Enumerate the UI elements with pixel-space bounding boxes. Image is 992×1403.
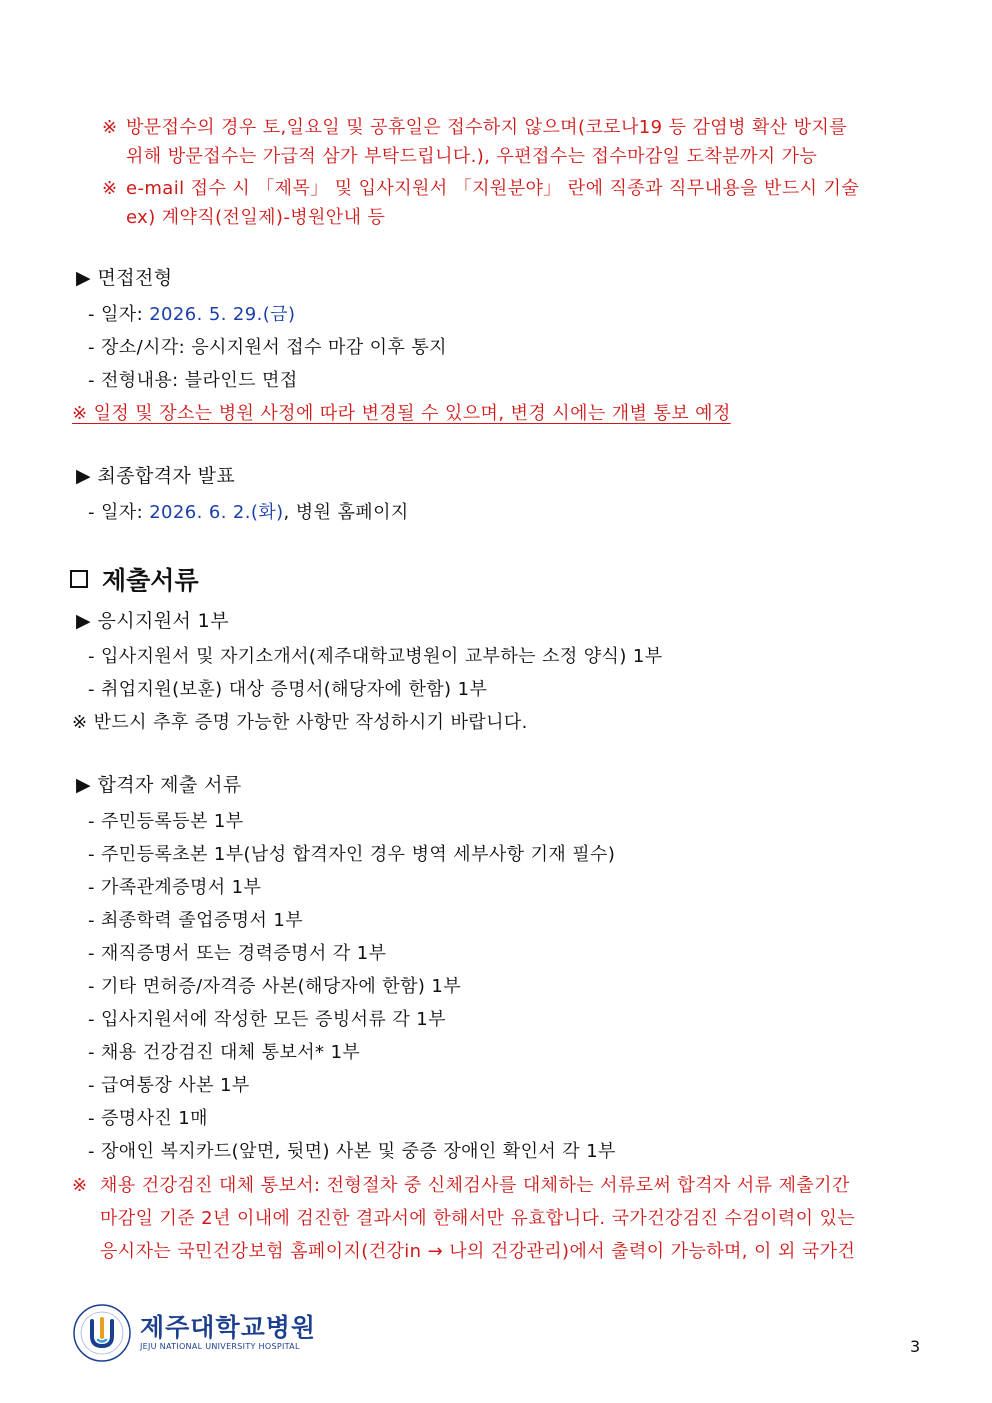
passer-item: - 주민등록초본 1부(남성 합격자인 경우 병역 세부사항 기재 필수) [88, 844, 616, 865]
application-item: - 입사지원서 및 자기소개서(제주대학교병원이 교부하는 소정 양식) 1부 [88, 646, 663, 667]
visit-note-line2: 위해 방문접수는 가급적 삼가 부탁드립니다.), 우편접수는 접수마감일 도착분까지 가능 [126, 146, 818, 167]
hospital-logo [72, 1303, 316, 1363]
email-note-mark: ※ [102, 178, 118, 199]
passer-item: - 입사지원서에 작성한 모든 증빙서류 각 1부 [88, 1009, 446, 1030]
passer-title: ▶ 합격자 제출 서류 [76, 774, 242, 796]
passer-item: - 재직증명서 또는 경력증명서 각 1부 [88, 943, 387, 964]
final-date-label: - 일자: [88, 502, 150, 523]
interview-place: - 장소/시각: 응시지원서 접수 마감 이후 통지 [88, 337, 447, 358]
hospital-emblem-icon [72, 1303, 132, 1363]
section-title: 제출서류 [102, 566, 199, 595]
application-note: ※ 반드시 추후 증명 가능한 사항만 작성하시기 바랍니다. [72, 712, 528, 733]
email-note-line1: e-mail 접수 시 「제목」 및 입사지원서 「지원분야」 란에 직종과 직무내용을 반드시 기술 [126, 178, 860, 199]
final-date-value: 2026. 6. 2.(화) [149, 502, 284, 523]
final-date [88, 501, 409, 525]
visit-note-line1: 방문접수의 경우 토,일요일 및 공휴일은 접수하지 않으며(코로나19 등 감염병 확산 방지를 [126, 117, 848, 138]
final-date-suffix: , 병원 홈페이지 [283, 502, 409, 523]
section-heading [70, 562, 199, 596]
logo-korean-name: 제주대학교병원 [140, 1313, 317, 1342]
passer-item: - 증명사진 1매 [88, 1108, 208, 1129]
page-number: 3 [910, 1337, 921, 1356]
passer-item: - 채용 건강검진 대체 통보서* 1부 [88, 1042, 361, 1063]
health-note-line: 채용 건강검진 대체 통보서: 전형절차 중 신체검사를 대체하는 서류로써 합격자 서류 제출기간 [100, 1175, 850, 1196]
interview-date-label: - 일자: [88, 304, 150, 325]
passer-item: - 최종학력 졸업증명서 1부 [88, 910, 303, 931]
passer-item: - 기타 면허증/자격증 사본(해당자에 한함) 1부 [88, 976, 462, 997]
visit-note-mark: ※ [102, 117, 118, 138]
interview-title: ▶ 면접전형 [76, 267, 173, 289]
logo-english-name: JEJU NATIONAL UNIVERSITY HOSPITAL [140, 1342, 300, 1351]
passer-item: - 장애인 복지카드(앞면, 뒷면) 사본 및 중증 장애인 확인서 각 1부 [88, 1141, 616, 1162]
health-note-line: 응시자는 국민건강보험 홈페이지(건강in → 나의 건강관리)에서 출력이 가능하며, 이 외 국가건 [100, 1241, 856, 1262]
final-title: ▶ 최종합격자 발표 [76, 465, 236, 487]
email-note-line2: ex) 계약직(전일제)-병원안내 등 [126, 207, 386, 228]
health-note-line: 마감일 기준 2년 이내에 검진한 결과서에 한해서만 유효합니다. 국가건강검진 수검이력이 있는 [100, 1208, 856, 1229]
passer-item: - 가족관계증명서 1부 [88, 877, 262, 898]
application-item: - 취업지원(보훈) 대상 증명서(해당자에 한함) 1부 [88, 679, 488, 700]
health-note-mark: ※ [72, 1175, 88, 1196]
interview-date-value: 2026. 5. 29.(금) [149, 304, 296, 325]
interview-content: - 전형내용: 블라인드 면접 [88, 370, 298, 391]
interview-schedule-note: ※ 일정 및 장소는 병원 사정에 따라 변경될 수 있으며, 변경 시에는 개별 통보 예정 [72, 403, 731, 424]
passer-item: - 급여통장 사본 1부 [88, 1075, 250, 1096]
passer-item: - 주민등록등본 1부 [88, 811, 244, 832]
checkbox-square-icon [70, 570, 88, 588]
application-title: ▶ 응시지원서 1부 [76, 610, 229, 632]
interview-date [88, 303, 295, 327]
